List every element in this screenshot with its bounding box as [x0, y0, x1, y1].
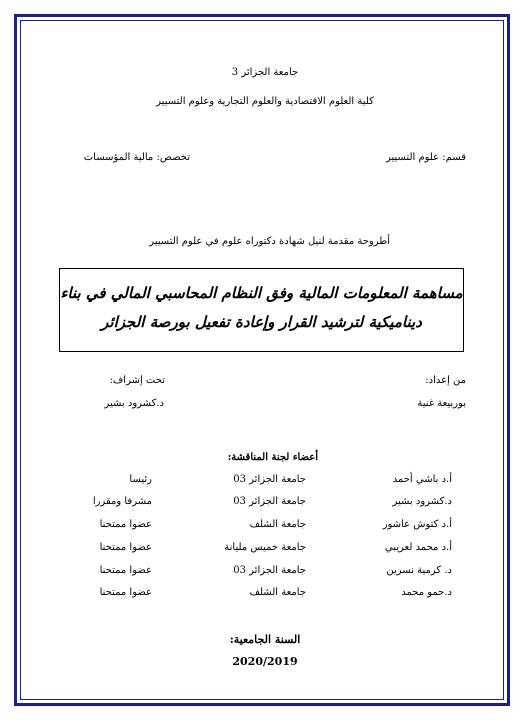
thesis-note: أطروحة مقدمة لنيل شهادة دكتوراه علوم في علوم التسيير	[149, 236, 390, 247]
member-role: عضوا ممتحنا	[99, 519, 152, 530]
author-name: بوربيعة غنية	[417, 398, 466, 409]
member-role: رئيسا	[129, 474, 152, 485]
committee-row	[0, 496, 530, 510]
member-name: أ.د محمد لعريبي	[384, 542, 452, 553]
prepared-by-label: من إعداد:	[425, 375, 466, 386]
specialty-label: تخصص: مالية المؤسسات	[83, 152, 190, 163]
member-role: عضوا ممتحنا	[99, 542, 152, 553]
faculty-name: كلية العلوم الاقتصادية والعلوم التجارية وعلوم التسيير	[156, 96, 374, 107]
committee-row	[0, 519, 530, 533]
committee-row	[0, 474, 530, 488]
member-affiliation: جامعة الجزائر 03	[233, 496, 306, 507]
department-label: قسم: علوم التسيير	[385, 152, 466, 163]
member-name: د. كرمية نسرين	[386, 565, 452, 576]
member-affiliation: جامعة الجزائر 03	[233, 565, 306, 576]
member-affiliation: جامعة الشلف	[249, 587, 306, 598]
supervised-by-label: تحت إشراف:	[109, 375, 165, 386]
member-affiliation: جامعة الشلف	[249, 519, 306, 530]
thesis-title-line-2: ديناميكية لترشيد القرار وإعادة تفعيل بورصة الجزائر	[101, 313, 422, 331]
member-role: مشرفا ومقررا	[92, 496, 152, 507]
committee-row	[0, 542, 530, 556]
thesis-title-box	[59, 268, 464, 352]
committee-row	[0, 587, 530, 601]
member-affiliation: جامعة الجزائر 03	[233, 474, 306, 485]
committee-heading: أعضاء لجنة المناقشة:	[227, 452, 318, 463]
committee-row	[0, 565, 530, 579]
member-name: د.كشرود بشير	[392, 496, 452, 507]
member-role: عضوا ممتحنا	[99, 565, 152, 576]
academic-year-label: السنة الجامعية:	[229, 633, 301, 646]
member-name: أ.د باشي أحمد	[392, 474, 452, 485]
academic-year-value: 2020/2019	[232, 655, 298, 668]
member-role: عضوا ممتحنا	[99, 587, 152, 598]
member-name: أ.د كتوش عاشور	[382, 519, 452, 530]
university-name: جامعة الجزائر 3	[231, 67, 299, 78]
thesis-title-line-1: مساهمة المعلومات المالية وفق النظام المحاسبي المالي في بناء	[60, 284, 463, 302]
supervisor-name: د.كشرود بشير	[104, 398, 164, 409]
member-name: د.حمو محمد	[401, 587, 452, 598]
member-affiliation: جامعة خميس مليانة	[224, 542, 306, 553]
